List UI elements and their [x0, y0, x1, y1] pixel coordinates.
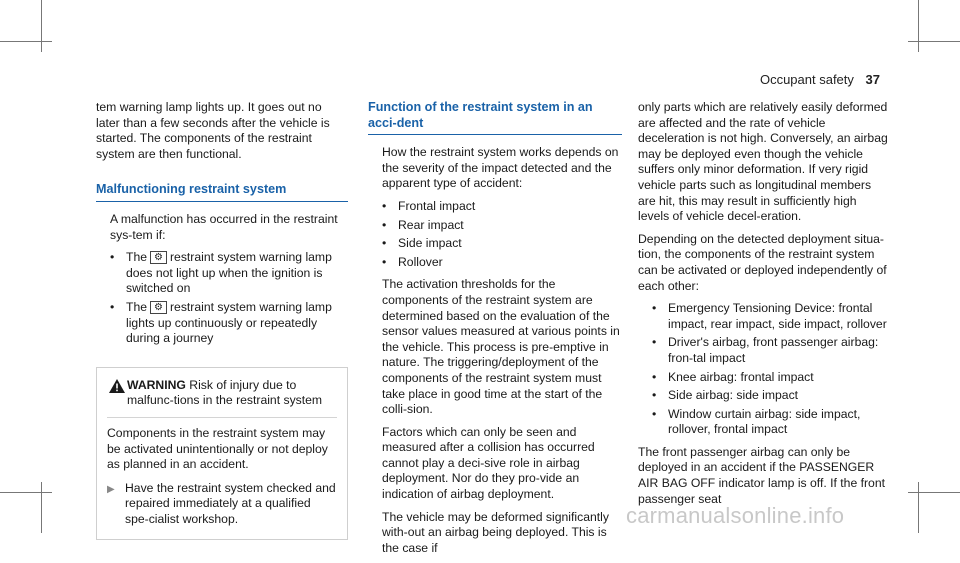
airbag-seat-icon: ⚙	[150, 301, 167, 314]
list-item: • The ⚙ restraint system warning lamp lights up continuously or repeatedly during a journey	[110, 300, 348, 347]
list-item: • Rear impact	[382, 218, 622, 234]
page-number: 37	[865, 72, 880, 87]
warning-action	[107, 481, 337, 528]
malfunction-paragraph: A malfunction has occurred in the restraint sys‐tem if:	[110, 211, 338, 242]
crop-mark	[908, 41, 960, 42]
warning-box	[96, 367, 348, 541]
warning-label: WARNING	[127, 377, 186, 392]
list-item: • Rollover	[382, 255, 622, 271]
list-item: • Emergency Tensioning Device: frontal impact, rear impact, side impact, rollover	[652, 301, 890, 332]
divider	[107, 417, 337, 418]
crop-mark	[41, 482, 42, 533]
function-paragraph: How the restraint system works depends on the severity of the impact detected and the apparent type of accident:	[382, 145, 619, 191]
column-middle	[368, 100, 622, 563]
impact-type-list	[368, 199, 622, 270]
airbag-seat-icon: ⚙	[150, 251, 167, 264]
crop-mark	[0, 41, 52, 42]
crop-mark	[918, 0, 919, 52]
warning-triangle-icon	[107, 379, 127, 393]
section-heading-malfunction: Malfunctioning restraint system	[96, 182, 348, 202]
crop-mark	[41, 0, 42, 52]
list-item: • Frontal impact	[382, 199, 622, 215]
crop-mark	[918, 482, 919, 533]
list-item: • Side impact	[382, 236, 622, 252]
crop-mark	[908, 492, 960, 493]
column-left	[96, 100, 348, 540]
airbag-list	[638, 301, 890, 438]
crop-mark	[0, 492, 52, 493]
warning-header	[107, 378, 337, 409]
page-header	[760, 72, 880, 87]
section-title: Occupant safety	[759, 72, 854, 87]
list-item: • Driver's airbag, front passenger airbag: fron‐tal impact	[652, 335, 890, 366]
intro-paragraph: tem warning lamp lights up. It goes out no later than a few seconds after the vehicle is started. The components of the restraint system are then functional.	[96, 100, 330, 161]
warning-title: Risk of injury due to malfunc‐tions in the restraint system	[127, 377, 323, 408]
list-item: • The ⚙ restraint system warning lamp does not light up when the ignition is switched on	[110, 250, 348, 297]
activation-paragraph: The activation thresholds for the components of the restraint system are determined based on the evaluation of the sensor values measured at various points in the vehicle. This process is pre‐emptive in nature. The triggering/deployment of the components of the restraint system must take place in good time at the start of the colli‐sion.	[382, 277, 620, 417]
list-item: • Side airbag: side impact	[652, 388, 890, 404]
section-heading-function: Function of the restraint system in an acci‐dent	[368, 100, 622, 135]
warning-action-text: Have the restraint system checked and repaired immediately at a qualified spe‐cialist workshop.	[125, 480, 336, 526]
deformation-continued-paragraph: only parts which are relatively easily deformed are affected and the rate of vehicle deceleration is not high. Conversely, an airbag may be deployed even though the vehicle suffers only minor deformation. If very rigid vehicle parts such as longitudinal members are hit, this may result in sufficiently high levels of vehicle decel‐eration.	[638, 100, 888, 224]
column-right	[638, 100, 890, 514]
malfunction-list	[96, 250, 348, 347]
watermark: carmanualsonline.info	[626, 503, 845, 528]
passenger-airbag-paragraph: The front passenger airbag can only be deployed in an accident if the PASSENGER AIR BAG OFF indicator lamp is off. If the front passenger seat	[638, 444, 885, 506]
list-item: • Knee airbag: frontal impact	[652, 370, 890, 386]
factors-paragraph: Factors which can only be seen and measured after a collision has occurred cannot play a deci‐sive role in airbag deployment. Nor do they pro‐vide an indication of airbag deployment.	[382, 424, 595, 502]
warning-body: Components in the restraint system may be activated unintentionally or not deploy as planned in an accident.	[107, 425, 328, 472]
list-item: • Window curtain airbag: side impact, rollover, frontal impact	[652, 407, 890, 438]
arrow-right-icon: ▶	[107, 483, 115, 495]
deformation-paragraph: The vehicle may be deformed significantly with‐out an airbag being deployed. This is the case if	[382, 509, 609, 555]
deployment-paragraph: Depending on the detected deployment situa‐tion, the components of the restraint system can be activated or deployed independently of each other:	[638, 231, 887, 293]
